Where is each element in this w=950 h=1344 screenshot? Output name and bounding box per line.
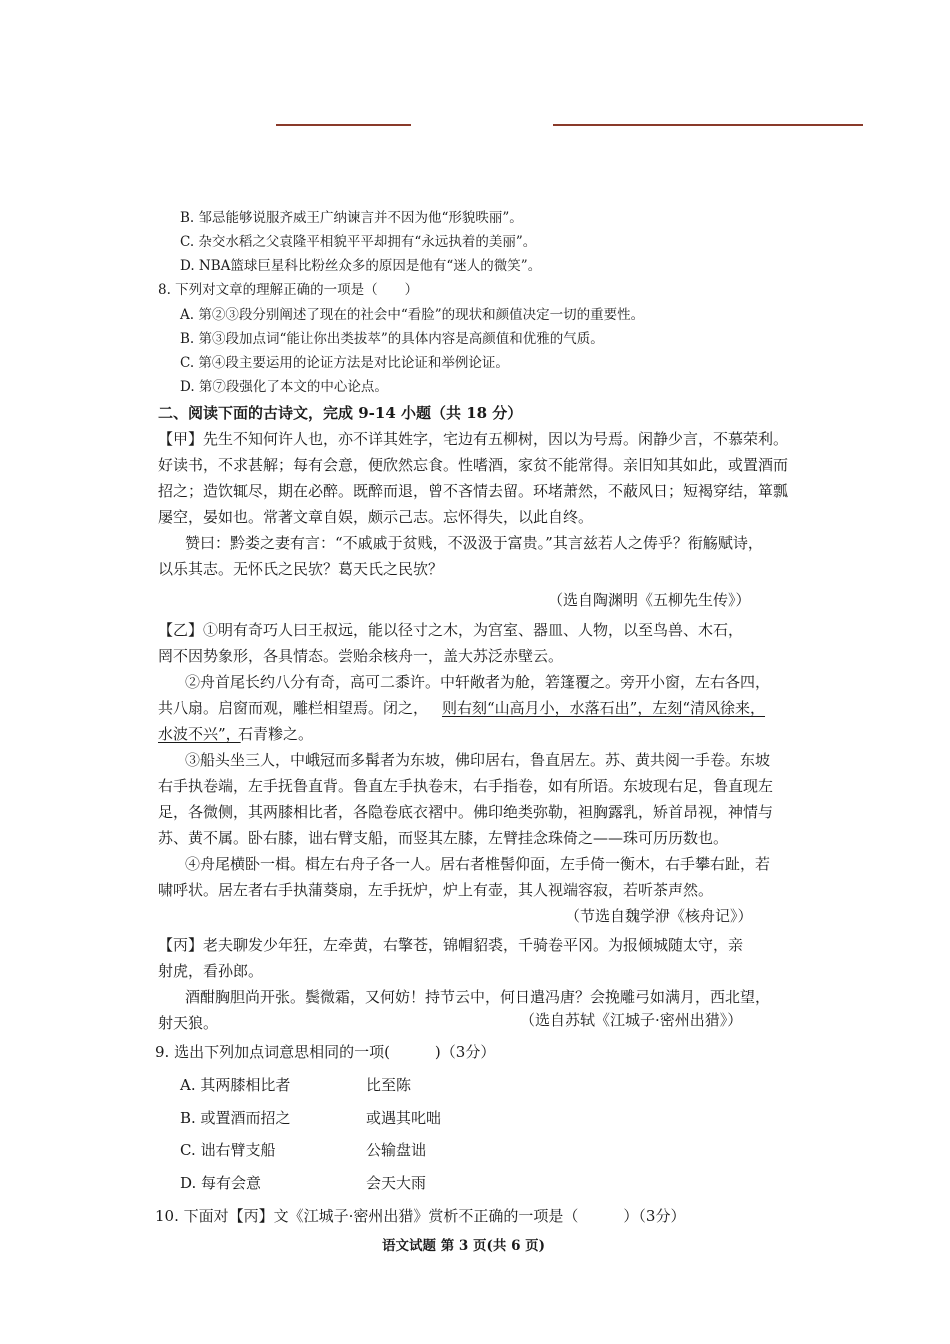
- yi-line: 啸呼状。居左者右手执蒲葵扇，左手抚炉，炉上有壶，其人视端容寂，若听茶声然。: [158, 881, 714, 899]
- bing-line: 射天狼。: [158, 1014, 219, 1032]
- yi-line: 右手执卷端，左手抚鲁直背。鲁直左手执卷末，右手指卷，如有所语。东坡现右足，鲁直现左: [158, 777, 774, 795]
- q9-option-d-right: 会天大雨: [366, 1174, 427, 1192]
- bing-line: 【丙】老夫聊发少年狂，左牵黄，右擎苍，锦帽貂裘，千骑卷平冈。为报倾城随太守，亲: [158, 936, 744, 954]
- q9-option-a-right: 比至陈: [366, 1076, 412, 1094]
- q9-option-d-left: D. 每有会意: [180, 1174, 262, 1192]
- bing-source: （选自苏轼《江城子·密州出猎》）: [520, 1011, 743, 1029]
- q9-option-c-right: 公输盘诎: [366, 1141, 427, 1159]
- q9-option-b-left: B. 或置酒而招之: [180, 1109, 291, 1127]
- q8-option-a: A. 第②③段分别阐述了现在的社会中“看脸”的现状和颜值决定一切的重要性。: [180, 307, 645, 323]
- jia-line: 赞曰：黔娄之妻有言：“不戚戚于贫贱，不汲汲于富贵。”其言兹若人之俦乎？衔觞赋诗，: [185, 534, 763, 552]
- q9-option-b-right: 或遇其叱咄: [366, 1109, 442, 1127]
- yi-underlined-text: 则右刻“山高月小，水落石出”，左刻“清风徐来，: [442, 699, 766, 717]
- yi-line: 苏、黄不属。卧右膝，诎右臂支船，而竖其左膝，左臂挂念珠倚之——珠可历历数也。: [158, 829, 729, 847]
- yi-line: 石青糁之。: [238, 725, 314, 743]
- q9-option-c-left: C. 诎右臂支船: [180, 1141, 276, 1159]
- page-footer: 语文试题 第 3 页(共 6 页): [382, 1238, 546, 1254]
- jia-line: 屡空，晏如也。常著文章自娱，颇示己志。忘怀得失，以此自终。: [158, 508, 594, 526]
- q7-option-b: B. 邹忌能够说服齐威王广纳谏言并不因为他“形貌昳丽”。: [180, 210, 523, 226]
- q8-option-c: C. 第④段主要运用的论证方法是对比论证和举例论证。: [180, 355, 509, 371]
- q9-stem: 9. 选出下列加点词意思相同的一项( )（3分）: [155, 1043, 496, 1061]
- yi-underlined-text: 水波不兴”，: [158, 725, 241, 743]
- top-rule-left: [276, 124, 411, 126]
- yi-line: 罔不因势象形，各具情态。尝贻余核舟一，盖大苏泛赤壁云。: [158, 647, 564, 665]
- q7-option-c: C. 杂交水稻之父袁隆平相貌平平却拥有“永远执着的美丽”。: [180, 234, 537, 250]
- jia-source: （选自陶渊明《五柳先生传》）: [548, 591, 751, 609]
- q8-option-d: D. 第⑦段强化了本文的中心论点。: [180, 379, 388, 395]
- jia-line: 以乐其志。无怀氏之民欤？葛天氏之民欤？: [158, 560, 444, 578]
- section2-title: 二、阅读下面的古诗文，完成 9-14 小题（共 18 分）: [158, 404, 523, 422]
- q9-option-a-left: A. 其两膝相比者: [180, 1076, 291, 1094]
- yi-line: 足，各微侧，其两膝相比者，各隐卷底衣褶中。佛印绝类弥勒，袒胸露乳，矫首昂视，神情与: [158, 803, 774, 821]
- yi-line: ④舟尾横卧一楫。楫左右舟子各一人。居右者椎髻仰面，左手倚一衡木，右手攀右趾，若: [185, 855, 771, 873]
- q8-stem: 8. 下列对文章的理解正确的一项是（ ）: [158, 282, 419, 298]
- yi-line: ②舟首尾长约八分有奇，高可二黍许。中轩敞者为舱，箬篷覆之。旁开小窗，左右各四，: [185, 673, 771, 691]
- top-rule-right: [553, 124, 863, 126]
- q7-option-d: D. NBA篮球巨星科比粉丝众多的原因是他有“迷人的微笑”。: [180, 258, 542, 274]
- yi-line: 【乙】①明有奇巧人曰王叔远，能以径寸之木，为宫室、器皿、人物，以至鸟兽、木石，: [158, 621, 744, 639]
- bing-line: 酒酣胸胆尚开张。鬓微霜，又何妨！持节云中，何日遣冯唐？会挽雕弓如满月，西北望，: [185, 988, 771, 1006]
- q8-option-b: B. 第③段加点词“能让你出类拔萃”的具体内容是高颜值和优雅的气质。: [180, 331, 604, 347]
- jia-line: 好读书，不求甚解；每有会意，便欣然忘食。性嗜酒，家贫不能常得。亲旧知其如此，或置酒而: [158, 456, 789, 474]
- q10-stem: 10. 下面对【丙】文《江城子·密州出猎》赏析不正确的一项是（ ）（3分）: [155, 1207, 686, 1225]
- yi-line: ③船头坐三人，中峨冠而多髯者为东坡，佛印居右，鲁直居左。苏、黄共阅一手卷。东坡: [185, 751, 771, 769]
- yi-source: （节选自魏学洢《核舟记》）: [565, 907, 753, 925]
- jia-line: 【甲】先生不知何许人也，亦不详其姓字，宅边有五柳树，因以为号焉。闲静少言，不慕荣利。: [158, 430, 789, 448]
- jia-line: 招之；造饮辄尽，期在必醉。既醉而退，曾不吝情去留。环堵萧然，不蔽风日；短褐穿结，箪瓢: [158, 482, 789, 500]
- bing-line: 射虎，看孙郎。: [158, 962, 264, 980]
- yi-line: 共八扇。启窗而观，雕栏相望焉。闭之，: [158, 699, 429, 717]
